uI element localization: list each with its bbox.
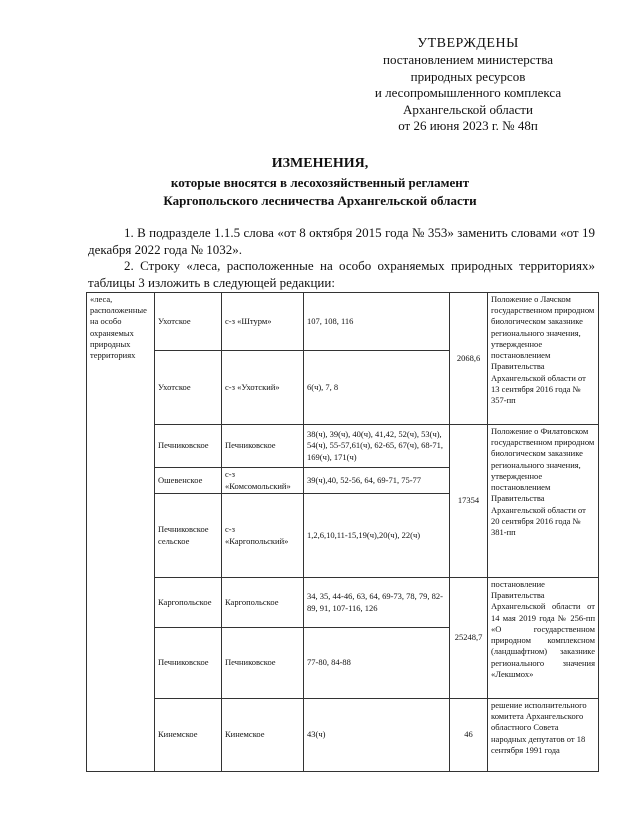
- table-row: [87, 293, 599, 351]
- quarters-cell: 39(ч),40, 52-56, 64, 69-71, 75-77: [304, 468, 450, 494]
- forest-cell: Каргопольское: [222, 578, 304, 628]
- forest-cell: с-з «Комсомольский»: [222, 468, 304, 494]
- district-cell: Печниковское: [155, 425, 222, 468]
- forest-cell: с-з «Штурм»: [222, 293, 304, 351]
- quarters-cell: 107, 108, 116: [304, 293, 450, 351]
- area-cell: 46: [450, 699, 488, 772]
- quarters-cell: 38(ч), 39(ч), 40(ч), 41,42, 52(ч), 53(ч), 54(ч), 55-57,61(ч), 62-65, 67(ч), 68-71, 169(ч), 171(ч): [304, 425, 450, 468]
- forest-cell: с-з «Каргопольский»: [222, 494, 304, 578]
- quarters-cell: 34, 35, 44-46, 63, 64, 69-73, 78, 79, 82-89, 91, 107-116, 126: [304, 578, 450, 628]
- district-cell: Каргопольское: [155, 578, 222, 628]
- quarters-cell: 77-80, 84-88: [304, 628, 450, 699]
- paragraph-1: 1. В подразделе 1.1.5 слова «от 8 октября 2015 года № 353» заменить словами «от 19 декабря 2022 года № 1032».: [88, 225, 595, 257]
- quarters-cell: 6(ч), 7, 8: [304, 351, 450, 425]
- approval-line: природных ресурсов: [410, 68, 526, 84]
- district-cell: Ухотское: [155, 293, 222, 351]
- area-cell: 25248,7: [450, 578, 488, 699]
- forest-cell: Печниковское: [222, 628, 304, 699]
- forest-cell: Печниковское: [222, 425, 304, 468]
- forest-cell: с-з «Ухотский»: [222, 351, 304, 425]
- area-cell: 2068,6: [450, 293, 488, 425]
- forest-cell: Кинемское: [222, 699, 304, 772]
- quarters-cell: 43(ч): [304, 699, 450, 772]
- basis-cell: Положение о Лачском государственном природном биологическом заказнике регионального значения, утвержденное постановлением Правительства Архангельской области от 13 сентября 2016 года № 357-пп: [488, 293, 599, 425]
- area-cell: 17354: [450, 425, 488, 578]
- document-subtitle-line-1: которые вносятся в лесохозяйственный регламент: [170, 175, 470, 190]
- document-subtitle-line-2: Каргопольского лесничества Архангельской области: [163, 193, 477, 208]
- quarters-cell: 1,2,6,10,11-15,19(ч),20(ч), 22(ч): [304, 494, 450, 578]
- district-cell: Печниковское сельское: [155, 494, 222, 578]
- approval-line: Архангельской области: [403, 101, 533, 117]
- table-row: [87, 699, 599, 772]
- approval-line: и лесопромышленного комплекса: [374, 85, 562, 101]
- table-row: [87, 578, 599, 628]
- document-title: ИЗМЕНЕНИЯ,: [271, 156, 369, 171]
- approval-line: постановлением министерства: [382, 52, 553, 68]
- basis-cell: постановление Правительства Архангельской области от 14 мая 2019 года № 256-пп «О государственном природном комплексном (ландшафтном) заказнике регионального значения «Лекшмох»: [488, 578, 599, 699]
- paragraph-2: 2. Строку «леса, расположенные на особо охраняемых природных территориях» таблицы 3 изложить в следующей редакции:: [88, 258, 595, 290]
- district-cell: Ошевенское: [155, 468, 222, 494]
- approval-title: УТВЕРЖДЕНЫ: [417, 36, 519, 51]
- district-cell: Печниковское: [155, 628, 222, 699]
- basis-cell: решение исполнительного комитета Архангельского областного Совета народных депутатов от 18 сентября 1991 года: [488, 699, 599, 772]
- district-cell: Ухотское: [155, 351, 222, 425]
- table-row: [87, 425, 599, 468]
- category-cell: «леса, расположенные на особо охраняемых природных территориях: [87, 293, 155, 772]
- district-cell: Кинемское: [155, 699, 222, 772]
- basis-cell: Положение о Филатовском государственном природном биологическом заказнике регионального значения, утвержденное постановлением Правительства Архангельской области от 20 сентября 2016 года № 381-пп: [488, 425, 599, 578]
- protected-territories-table: [86, 292, 599, 772]
- approval-line: от 26 июня 2023 г. № 48п: [398, 118, 538, 134]
- approval-block: [360, 36, 576, 134]
